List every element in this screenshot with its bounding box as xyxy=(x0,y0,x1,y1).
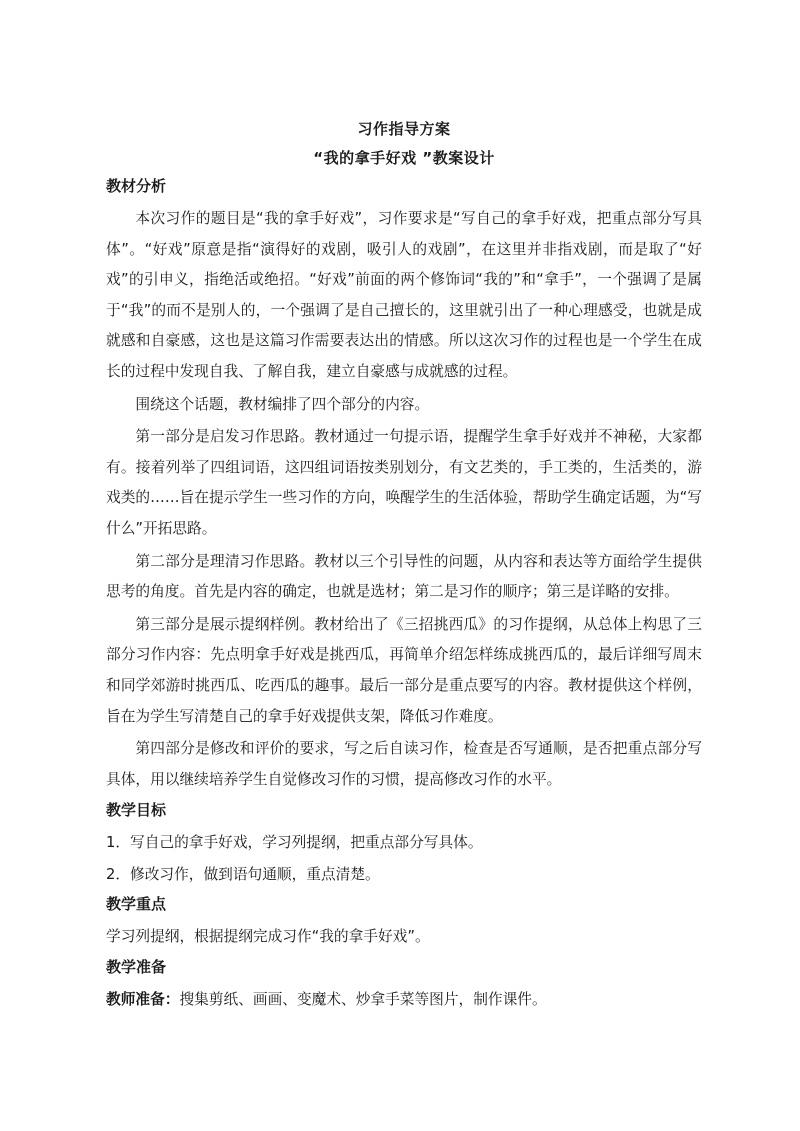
focus-text: 学习列提纲，根据提纲完成习作“我的拿手好戏”。 xyxy=(106,928,430,946)
goal-item: 2．修改习作，做到语句通顺，重点清楚。 xyxy=(106,865,380,883)
analysis-paragraph: 本次习作的题目是“我的拿手好戏”，习作要求是“写自己的拿手好戏，把重点部分写具体”。“好戏”原意是指“演得好的戏剧，吸引人的戏剧”，在这里并非指戏剧，而是取了“好戏”的引申义，指绝活或绝招。“好戏”前面的两个修饰词“我的”和“拿手”，一个强调了是属于“我”的而不是别人的，一个强调了是自己擅长的，这里就引出了一种心理感受，也就是成就感和自豪感，这也是这篇习作需要表达出的情感。所以这次习作的过程也是一个学生在成长的过程中发现自我、了解自我，建立自豪感与成就感的过程。 xyxy=(106,210,702,380)
document-title: 习作指导方案 xyxy=(357,120,451,138)
document-subtitle: “我的拿手好戏 ”教案设计 xyxy=(313,149,495,167)
preparation-label: 教师准备： xyxy=(106,991,180,1009)
section-heading-preparation: 教学准备 xyxy=(106,958,167,977)
document-page xyxy=(106,116,702,1017)
section-heading-analysis: 教材分析 xyxy=(106,177,167,195)
section-heading-goals: 教学目标 xyxy=(106,801,167,820)
analysis-paragraph: 第二部分是理清习作思路。教材以三个引导性的问题，从内容和表达等方面给学生提供思考的角度。首先是内容的确定，也就是选材；第二是习作的顺序；第三是详略的安排。 xyxy=(106,552,702,601)
preparation-line xyxy=(106,985,702,1016)
preparation-text: 搜集剪纸、画画、变魔术、炒拿手菜等图片，制作课件。 xyxy=(179,991,547,1009)
analysis-paragraph: 第四部分是修改和评价的要求，写之后自读习作，检查是否写通顺，是否把重点部分写具体，用以继续培养学生自觉修改习作的习惯，提高修改习作的水平。 xyxy=(106,740,702,788)
analysis-paragraph: 围绕这个话题，教材编排了四个部分的内容。 xyxy=(135,395,430,413)
analysis-paragraph: 第一部分是启发习作思路。教材通过一句提示语，提醒学生拿手好戏并不神秘，大家都有。接着列举了四组词语，这四组词语按类别划分，有文艺类的，手工类的，生活类的，游戏类的……旨在提示学生一些习作的方向，唤醒学生的生活体验，帮助学生确定话题，为“写什么”开拓思路。 xyxy=(106,428,702,537)
analysis-paragraph: 第三部分是展示提纲样例。教材给出了《三招挑西瓜》的习作提纲，从总体上构思了三部分习作内容：先点明拿手好戏是挑西瓜，再简单介绍怎样练成挑西瓜的，最后详细写周末和同学郊游时挑西瓜、吃西瓜的趣事。最后一部分是重点要写的内容。教材提供这个样例，旨在为学生写清楚自己的拿手好戏提供支架，降低习作难度。 xyxy=(106,615,702,725)
goal-item: 1．写自己的拿手好戏，学习列提纲，把重点部分写具体。 xyxy=(106,834,483,852)
section-heading-focus: 教学重点 xyxy=(106,895,167,914)
